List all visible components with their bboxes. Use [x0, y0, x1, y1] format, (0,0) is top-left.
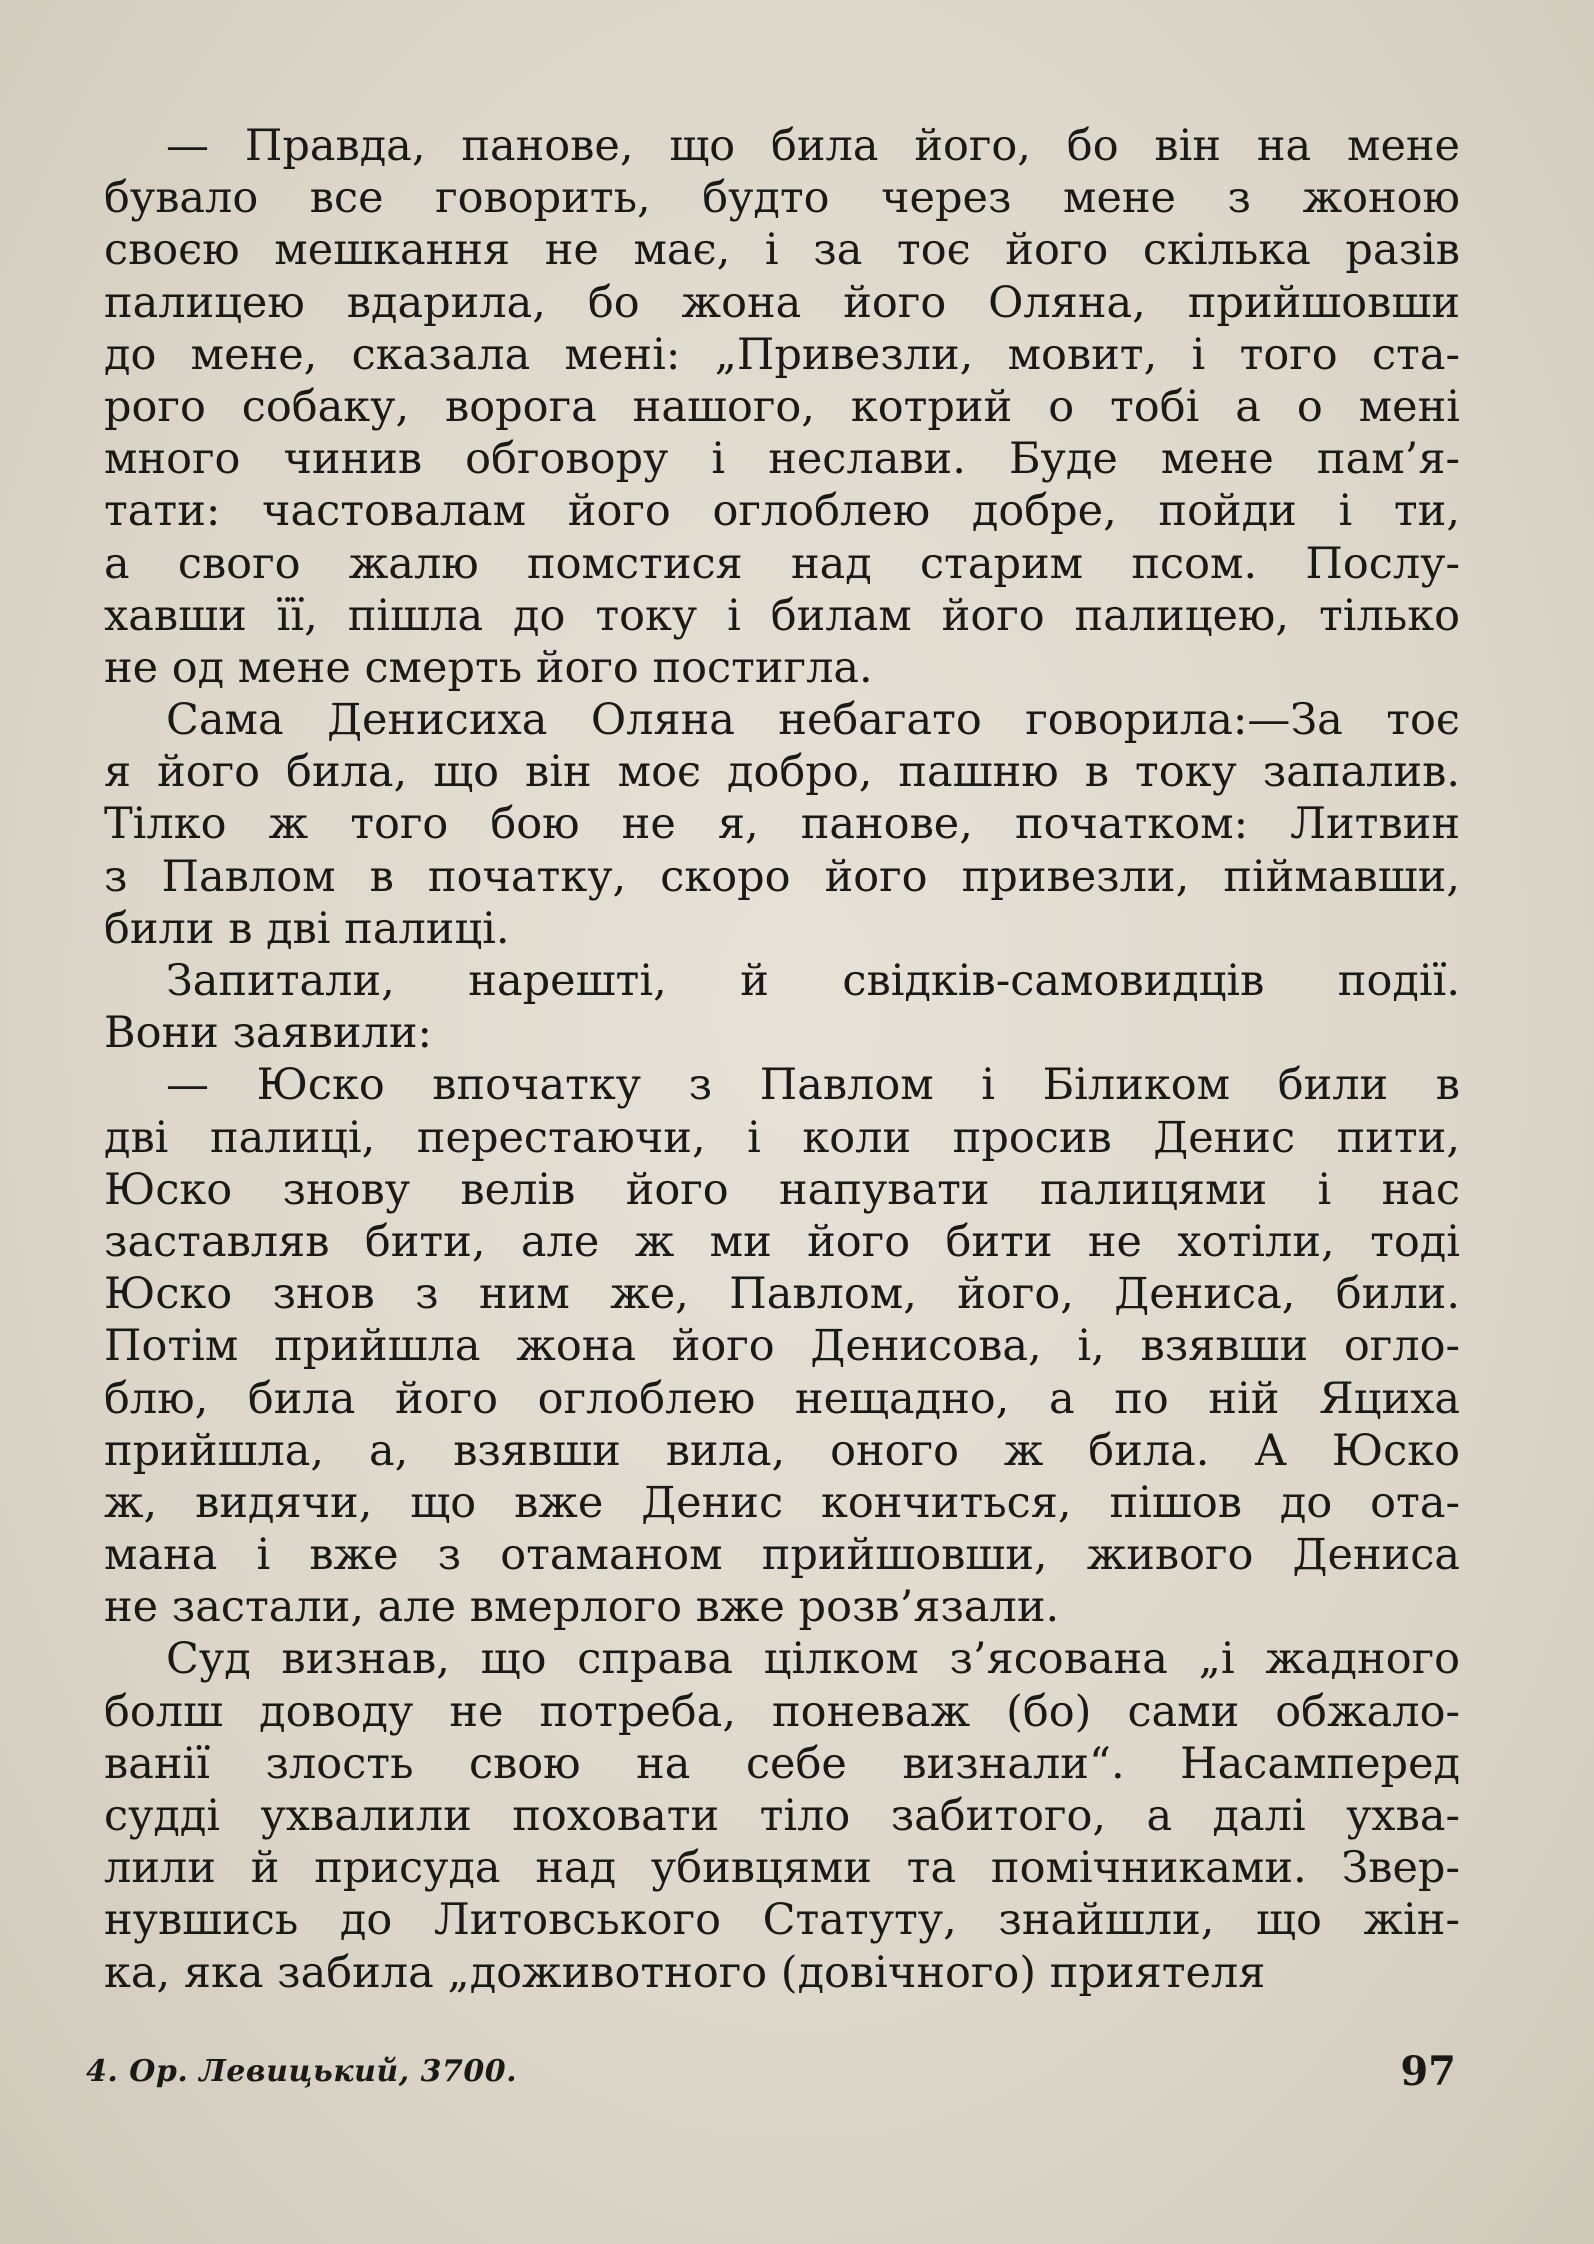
text-line: ка, яка забила „доживотного (довічного) приятеля [104, 1947, 1266, 1998]
text-line: болш доводу не потреба, поневаж (бо) сами обжало- [104, 1686, 1460, 1737]
body-text [104, 120, 1460, 1999]
text-line: палицею вдарила, бо жона його Оляна, прийшовши [104, 277, 1460, 328]
paragraph [104, 120, 1460, 694]
page-footer [86, 2048, 1456, 2096]
text-line: я його била, що він моє добро, пашню в току запалив. [104, 747, 1460, 798]
text-line: Потім прийшла жона його Денисова, і, взявши огло- [104, 1321, 1460, 1372]
printer-signature: 4. Ор. Левицький, 3700. [86, 2054, 518, 2089]
text-line: ванії злость свою на себе визнали“. Насамперед [104, 1738, 1460, 1789]
page-number: 97 [1400, 2048, 1456, 2095]
text-line: — Юско впочатку з Павлом і Біликом били в [166, 1060, 1460, 1111]
text-line: били в дві палиці. [104, 903, 510, 954]
text-line: Суд визнав, що справа цілком з’ясована „і жадного [166, 1634, 1460, 1685]
text-line: нувшись до Литовського Статуту, знайшли, що жін- [104, 1895, 1460, 1946]
text-line: лили й присуда над убивцями та помічниками. Звер- [104, 1843, 1460, 1894]
text-line: тати: частовалам його оглоблею добре, пойди і ти, [104, 486, 1460, 537]
text-line: Тілко ж того бою не я, панове, початком: Литвин [104, 799, 1460, 850]
paragraph [104, 1633, 1460, 1998]
paragraph [104, 955, 1460, 1059]
text-line: блю, била його оглоблею нещадно, а по ній Яциха [104, 1373, 1460, 1424]
text-line: хавши її, пішла до току і билам його палицею, тілько [104, 590, 1460, 641]
text-line: Вони заявили: [104, 1008, 433, 1059]
text-line: з Павлом в початку, скоро його привезли, піймавши, [104, 851, 1460, 902]
paragraph [104, 1059, 1460, 1633]
text-line: не од мене смерть його постигла. [104, 642, 873, 693]
text-line: мана і вже з отаманом прийшовши, живого Дениса [104, 1530, 1460, 1581]
text-line: рого собаку, ворога нашого, котрий о тобі а о мені [104, 381, 1460, 432]
text-line: Запитали, нарешті, й свідків-самовидців події. [166, 956, 1460, 1006]
text-line: прийшла, а, взявши вила, оного ж била. А Юско [104, 1425, 1460, 1476]
text-line: Юско знову велів його напувати палицями і нас [104, 1164, 1460, 1215]
text-line: судді ухвалили поховати тіло забитого, а далі ухва- [104, 1791, 1460, 1841]
text-line: своєю мешкання не має, і за тоє його скілька разів [104, 225, 1460, 276]
text-line: заставляв бити, але ж ми його бити не хотіли, тоді [104, 1216, 1460, 1267]
text-line: дві палиці, перестаючи, і коли просив Денис пити, [104, 1112, 1460, 1163]
text-line: — Правда, панове, що била його, бо він на мене [166, 121, 1460, 171]
text-line: Сама Денисиха Оляна небагато говорила:—За тоє [166, 695, 1460, 746]
text-line: до мене, сказала мені: „Привезли, мовит, і того ста- [104, 329, 1460, 380]
text-line: Юско знов з ним же, Павлом, його, Дениса, били. [104, 1269, 1460, 1320]
text-line: не застали, але вмерлого вже розв’язали. [104, 1582, 1060, 1633]
text-line: ж, видячи, що вже Денис кончиться, пішов до ота- [104, 1477, 1460, 1528]
paragraph [104, 694, 1460, 955]
text-line: а свого жалю помстися над старим псом. Послу- [104, 538, 1460, 589]
text-line: бувало все говорить, будто через мене з жоною [104, 173, 1460, 224]
text-line: много чинив обговору і неслави. Буде мене пам’я- [104, 434, 1460, 485]
